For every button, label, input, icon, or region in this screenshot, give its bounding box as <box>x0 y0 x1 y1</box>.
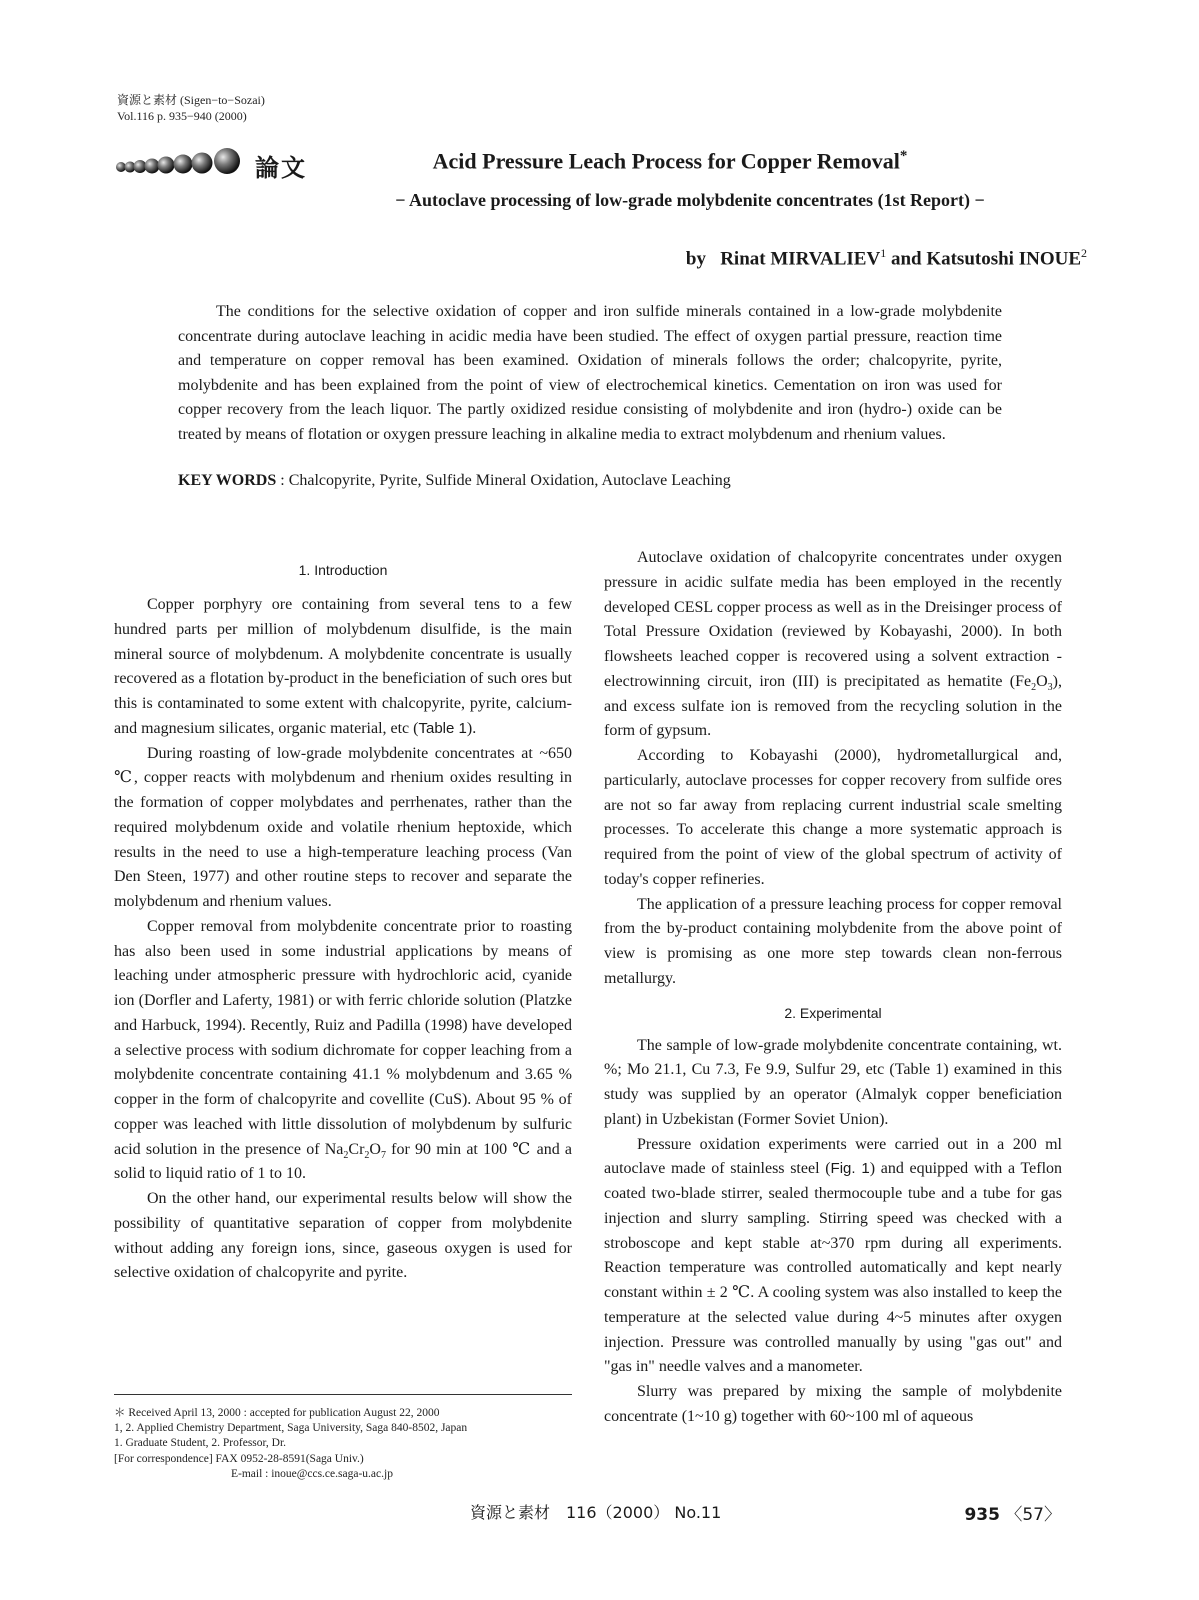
table-1-reference: Table 1 <box>418 719 467 737</box>
section-heading-experimental: 2. Experimental <box>784 1004 882 1021</box>
keywords-label: KEY WORDS <box>178 472 277 489</box>
fig-1-reference: Fig. 1 <box>830 1160 870 1178</box>
footnotes <box>114 1406 574 1482</box>
experimental-paragraph-1: The sample of low-grade molybdenite concentrate containing, wt. %; Mo 21.1, Cu 7.3, Fe 9.9, Sulfur 29, etc (Table 1) examined in this study was supplied by an operator (Almalyk copper beneficiation plant) in Uzbekistan (Former Soviet Union). <box>604 1036 1062 1128</box>
footnote-affiliation: 1, 2. Applied Chemistry Department, Saga University, Saga 840-8502, Japan <box>114 1422 468 1435</box>
author-1: Rinat MIRVALIEV <box>720 248 881 270</box>
abstract-text: The conditions for the selective oxidation of copper and iron sulfide minerals contained in a low-grade molybdenite concentrate during autoclave leaching in acidic media have been studied. The effect of oxygen partial pressure, reaction time and temperature on copper removal has been examined. Oxidation of minerals follows the order; chalcopyrite, pyrite, molybdenite and has been explained from the point of view of electrochemical kinetics. Cementation on iron was used for copper recovery from the leach liquor. The partly oxidized residue consisting of molybdenite and iron (hydro-) oxide can be treated by means of flotation or oxygen pressure leaching in alkaline media to extract molybdenum and rhenium values. <box>178 303 1002 443</box>
page-number-secondary: 〈57〉 <box>1005 1505 1061 1525</box>
title-footnote-mark: * <box>899 148 908 164</box>
footnote-email: E-mail : inoue@ccs.ce.saga-u.ac.jp <box>231 1467 393 1480</box>
author-2: Katsutoshi INOUE <box>926 248 1081 270</box>
journal-volume: Vol.116 p. 935−940 (2000) <box>117 109 247 123</box>
author-line <box>686 246 1087 270</box>
experimental-paragraph-2: Pressure oxidation experiments were carried out in a 200 ml autoclave made of stainless steel (Fig. 1) and equipped with a Teflon coated two-blade stirrer, sealed thermocouple tube and a tube for gas injection and slurry sampling. Stirring speed was checked with a stroboscope and kept stable at~370 rpm during all experiments. Reaction temperature was controlled automatically and kept nearly constant within ± 2 ℃. A cooling system was also installed to keep the temperature at the selected value during 4~5 minutes after oxygen injection. Pressure was controlled manually by using "gas out" and "gas in" needle valves and a manometer. <box>604 1135 1063 1376</box>
keywords-text: : Chalcopyrite, Pyrite, Sulfide Mineral Oxidation, Autoclave Leaching <box>276 472 731 489</box>
abstract <box>178 300 1002 448</box>
author-1-affil: 1 <box>880 246 887 260</box>
article-category: 論文 <box>255 154 307 182</box>
intro-paragraph-1: Copper porphyry ore containing from several tens to a few hundred parts per million of molybdenum disulfide, is the main mineral source of molybdenum. A molybdenite concentrate is usually recovered as a flotation by-product in the beneficiation of such ores but this is contaminated to some extent with chalcopyrite, pyrite, calcium- and magnesium silicates, organic material, etc (Table 1). <box>114 596 572 737</box>
footnote-positions: 1. Graduate Student, 2. Professor, Dr. <box>114 1437 287 1450</box>
intro-paragraph-6: According to Kobayashi (2000), hydrometallurgical and, particularly, autoclave processes for copper recovery from sulfide ores are not so far away from replacing current industrial scale smelting processes. To accelerate this change a more systematic approach is required from the point of view of the global spectrum of activity of today's copper refineries. <box>604 747 1062 888</box>
journal-name: 資源と素材 (Sigen−to−Sozai) <box>117 93 265 107</box>
section-heading-introduction: 1. Introduction <box>298 562 388 578</box>
intro-paragraph-5: Autoclave oxidation of chalcopyrite concentrates under oxygen pressure in acidic sulfate media has been employed in the recently developed CESL copper process as well as in the Dreisinger process of Total Pressure Oxidation (reviewed by Kobayashi, 2000). In both flowsheets leached copper is recovered using a solvent extraction - electrowinning circuit, iron (III) is precipitated as hematite $(Fe_2O_3)$, and excess sulfate ion is removed from the recycling solution in the form of gypsum. <box>604 549 1062 740</box>
paper-subtitle: − Autoclave processing of low-grade molybdenite concentrates (1st Report) − <box>395 190 985 210</box>
footnote-received: ＊ Received April 13, 2000 : accepted for publication August 22, 2000 <box>114 1407 440 1419</box>
intro-paragraph-7: The application of a pressure leaching process for copper removal from the by-product containing molybdenite from the above point of view is promising as one more step towards clean non-ferrous metallurgy. <box>604 895 1062 987</box>
author-by: by <box>685 248 706 270</box>
footnote-divider <box>114 1394 572 1395</box>
paper-title <box>300 148 1040 174</box>
intro-paragraph-3: Copper removal from molybdenite concentrate prior to roasting has also been used in some industrial applications by means of leaching under atmospheric pressure with hydrochloric acid, cyanide ion (Dorfler and Laferty, 1981) or with ferric chloride solution (Platzke and Harbuck, 1994). Recently, Ruiz and Padilla (1998) have developed a selective process with sodium dichromate for copper leaching from a molybdenite concentrate containing 41.1 % molybdenum and 3.65 % copper in the form of chalcopyrite and covellite (CuS). About 95 % of copper was leached with little dissolution of molybdenum by sulfuric acid solution in the presence of $Na_2Cr_2O_7$ for 90 min at 100 ℃ and a solid to liquid ratio of 1 to 10. <box>114 917 572 1183</box>
author-and: and <box>890 248 922 270</box>
intro-paragraph-2: During roasting of low-grade molybdenite concentrates at ~650 ℃, copper reacts with molybdenum and rhenium oxides resulting in the formation of copper molybdates and perrhenates, rather than the required molybdenum oxide and volatile rhenium heptoxide, which results in the need to use a high-temperature leaching process (Van Den Steen, 1977) and other routine steps to recover and separate the molybdenum and rhenium values. <box>114 744 572 910</box>
right-column <box>604 546 1062 1430</box>
left-column <box>114 555 572 1286</box>
experimental-paragraph-3: Slurry was prepared by mixing the sample of molybdenite concentrate (1~10 g) together with 60~100 ml of aqueous <box>604 1383 1062 1425</box>
journal-citation <box>117 92 265 124</box>
author-2-affil: 2 <box>1081 246 1087 260</box>
page-number: 935 <box>964 1505 1000 1525</box>
footer-page <box>964 1500 1061 1525</box>
keywords <box>178 470 1002 492</box>
decorative-balls-logo <box>116 146 244 176</box>
paper-title-text: Acid Pressure Leach Process for Copper Removal <box>432 148 900 174</box>
footer-journal-issue: 資源と素材 116（2000） No.11 <box>470 1503 722 1522</box>
footnote-correspondence: [For correspondence] FAX 0952-28-8591(Saga Univ.) <box>114 1452 364 1465</box>
intro-paragraph-4: On the other hand, our experimental results below will show the possibility of quantitative separation of copper from molybdenite without adding any foreign ions, since, gaseous oxygen is used for selective oxidation of chalcopyrite and pyrite. <box>114 1190 572 1282</box>
